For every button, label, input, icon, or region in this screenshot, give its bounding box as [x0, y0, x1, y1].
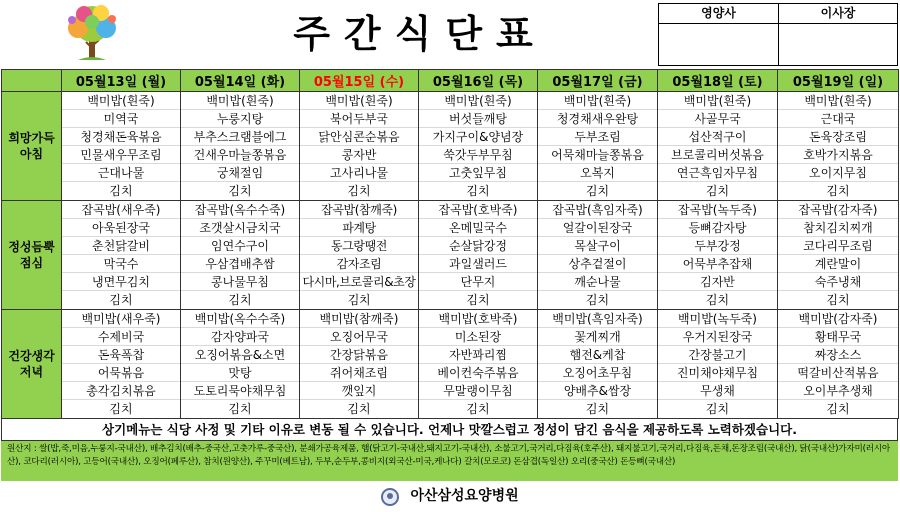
- menu-item: 섭산적구이: [658, 128, 777, 146]
- tree-logo-icon: [60, 2, 124, 64]
- menu-item: 햄전&케찹: [538, 346, 657, 364]
- menu-item: 파계탕: [300, 219, 418, 237]
- menu-item: 백미밥(흰죽): [181, 92, 299, 110]
- menu-item: 백미밥(흰죽): [658, 92, 777, 110]
- menu-item: 건새우마늘쫑볶음: [181, 146, 299, 164]
- menu-item: 잡곡밥(녹두죽): [658, 201, 777, 219]
- menu-cell: [538, 310, 658, 419]
- menu-item: 황태무국: [778, 328, 898, 346]
- hospital-name: 아산삼성요양병원: [410, 488, 519, 504]
- menu-item: 브로콜리버섯볶음: [658, 146, 777, 164]
- menu-cell: [181, 201, 300, 310]
- meal-label-line2: 점심: [19, 256, 44, 270]
- menu-item: 쥐어채조림: [300, 364, 418, 382]
- day-header: 05월18일 (토): [658, 70, 778, 92]
- menu-cell: [778, 201, 899, 310]
- menu-item: 상추겉절이: [538, 255, 657, 273]
- menu-item: 닭안심콘순볶음: [300, 128, 418, 146]
- menu-item: 잡곡밥(새우죽): [62, 201, 180, 219]
- menu-item: 김치: [705, 293, 730, 307]
- menu-cell: [300, 310, 419, 419]
- menu-item: 어묵볶음: [62, 364, 180, 382]
- menu-item: 백미밥(흰죽): [419, 92, 537, 110]
- menu-item: 백미밥(흰죽): [538, 92, 657, 110]
- menu-item: 등뼈감자탕: [658, 219, 777, 237]
- menu-item: 감자조림: [300, 255, 418, 273]
- menu-item: 백미밥(감자죽): [778, 310, 898, 328]
- menu-item: 어묵채마늘쫑볶음: [538, 146, 657, 164]
- day-header-row: [2, 70, 899, 92]
- menu-item: 깨순나물: [538, 273, 657, 291]
- menu-item: 백미밥(흑임자죽): [538, 310, 657, 328]
- menu-item: 콩자반: [300, 146, 418, 164]
- menu-cell: [181, 310, 300, 419]
- menu-item: 부추스크램블에그: [181, 128, 299, 146]
- menu-item: 총각김치볶음: [62, 382, 180, 400]
- menu-item: 베이컨숙주볶음: [419, 364, 537, 382]
- menu-item: 김치: [347, 293, 371, 307]
- menu-item: 짜장소스: [778, 346, 898, 364]
- menu-item: 두부강정: [658, 237, 777, 255]
- page-title: 주간식단표: [293, 12, 547, 56]
- menu-item: 자반꽈리찜: [419, 346, 537, 364]
- menu-item: 고사리나물: [300, 164, 418, 182]
- menu-item: 김치: [347, 184, 371, 198]
- menu-item: 수제비국: [62, 328, 180, 346]
- menu-cell: [778, 92, 899, 201]
- menu-item: 오복지: [538, 164, 657, 182]
- day-header: 05월14일 (화): [181, 70, 300, 92]
- meal-label-line1: 건강생각: [8, 349, 55, 363]
- menu-item: 오이지무침: [778, 164, 898, 182]
- menu-item: 김치: [585, 293, 610, 307]
- menu-item: 다시마,브로콜리&초장: [300, 273, 418, 291]
- menu-item: 김치: [347, 402, 371, 416]
- menu-item: 꽃게찌개: [538, 328, 657, 346]
- menu-item: 가지구이&양념장: [419, 128, 537, 146]
- menu-item: 조갯살시금치국: [181, 219, 299, 237]
- menu-item: 김치: [466, 184, 490, 198]
- menu-item: 우거지된장국: [658, 328, 777, 346]
- menu-item: 사골무국: [658, 110, 777, 128]
- menu-item: 감자양파국: [181, 328, 299, 346]
- meal-label-line1: 정성듬뿍: [8, 240, 55, 254]
- menu-item: 김치: [109, 293, 133, 307]
- menu-item: 김치: [826, 184, 850, 198]
- menu-item: 미역국: [62, 110, 180, 128]
- menu-item: 민물새우무조림: [62, 146, 180, 164]
- menu-item: 동그랑땡전: [300, 237, 418, 255]
- meal-row: [2, 310, 899, 419]
- menu-item: 무말랭이무침: [419, 382, 537, 400]
- day-header: 05월17일 (금): [538, 70, 658, 92]
- meal-label-line2: 아침: [19, 147, 44, 161]
- day-header: 05월16일 (목): [419, 70, 538, 92]
- menu-item: 돈육장조림: [778, 128, 898, 146]
- menu-item: 백미밥(흰죽): [300, 92, 418, 110]
- director-label: 이사장: [778, 4, 898, 24]
- menu-item: 백미밥(흰죽): [778, 92, 898, 110]
- menu-item: 김치: [466, 293, 490, 307]
- menu-item: 김치: [228, 184, 252, 198]
- menu-item: 백미밥(호박죽): [419, 310, 537, 328]
- menu-item: 김치: [705, 184, 730, 198]
- menu-item: 콩나물무침: [181, 273, 299, 291]
- menu-item: 잡곡밥(흑임자죽): [538, 201, 657, 219]
- menu-item: 숙주냉채: [778, 273, 898, 291]
- director-sign-cell: [778, 4, 898, 65]
- menu-item: 진미채야채무침: [658, 364, 777, 382]
- menu-item: 춘천닭갈비: [62, 237, 180, 255]
- day-header: 05월19일 (일): [778, 70, 899, 92]
- menu-item: 도토리묵야채무침: [181, 382, 299, 400]
- menu-item: 깻잎지: [300, 382, 418, 400]
- menu-item: 김치: [826, 293, 850, 307]
- menu-item: 김치: [466, 402, 490, 416]
- menu-item: 김치: [705, 402, 730, 416]
- menu-item: 온메밀국수: [419, 219, 537, 237]
- dietitian-sign-cell: [659, 4, 779, 65]
- menu-item: 과일샐러드: [419, 255, 537, 273]
- menu-item: 간장닭볶음: [300, 346, 418, 364]
- menu-item: 미소된장: [419, 328, 537, 346]
- menu-item: 백미밥(흰죽): [62, 92, 180, 110]
- menu-item: 백미밥(참깨죽): [300, 310, 418, 328]
- menu-item: 김치: [585, 184, 610, 198]
- menu-item: 냉면무김치: [62, 273, 180, 291]
- menu-cell: [538, 92, 658, 201]
- menu-item: 단무지: [419, 273, 537, 291]
- menu-item: 오징어무국: [300, 328, 418, 346]
- origin-info: 원산지 : 쌀(밥,죽,미음,누룽지-국내산), 배추김치(배추-중국산,고춧가루-중국산), 분쇄가공육제품, 햄(닭고기-국내산,돼지고기-국내산), 소불고기,국거리,다짐육(호주산), 돼지불고기,국거리,다짐육,돈채,돈장조림(국내산), 닭(국내산)가자미(러시아산), 코다리(러시아), 고등어(국내산), 오징어(페루산), 참치(원양산), 주꾸미(베트남), 두부,순두부,콩비지(외국산-미국,케나다) 갈치(모로코) 돈삼겹(독일산) 오리(중국산) 돈등뼈(국내산): [1, 441, 898, 481]
- menu-item: 김자반: [658, 273, 777, 291]
- menu-item: 청경채돈육볶음: [62, 128, 180, 146]
- meal-label-line1: 희망가득: [8, 131, 55, 145]
- menu-cell: [419, 92, 538, 201]
- menu-item: 순살닭강정: [419, 237, 537, 255]
- menu-item: 얼갈이된장국: [538, 219, 657, 237]
- menu-item: 북어두부국: [300, 110, 418, 128]
- menu-item: 김치: [228, 402, 252, 416]
- day-header-highlighted: 05월15일 (수): [300, 70, 419, 92]
- menu-item: 근대국: [778, 110, 898, 128]
- menu-item: 떡갈비산적볶음: [778, 364, 898, 382]
- menu-cell: [181, 92, 300, 201]
- menu-cell: [62, 310, 181, 419]
- menu-item: 김치: [109, 184, 133, 198]
- meal-row: [2, 201, 899, 310]
- menu-item: 잡곡밥(호박죽): [419, 201, 537, 219]
- menu-item: 김치: [826, 402, 850, 416]
- menu-item: 호박가지볶음: [778, 146, 898, 164]
- day-header: 05월13일 (월): [62, 70, 181, 92]
- meal-label: [2, 92, 62, 201]
- menu-item: 오징어초무침: [538, 364, 657, 382]
- menu-cell: [300, 201, 419, 310]
- menu-item: 궁채절임: [181, 164, 299, 182]
- menu-cell: [658, 201, 778, 310]
- meal-label-line2: 저녁: [19, 365, 44, 379]
- menu-cell: [538, 201, 658, 310]
- menu-item: 잡곡밥(참깨죽): [300, 201, 418, 219]
- menu-cell: [658, 310, 778, 419]
- menu-cell: [419, 310, 538, 419]
- menu-item: 근대나물: [62, 164, 180, 182]
- menu-item: 고춧잎무침: [419, 164, 537, 182]
- menu-item: 백미밥(옥수수죽): [181, 310, 299, 328]
- menu-cell: [419, 201, 538, 310]
- menu-item: 임연수구이: [181, 237, 299, 255]
- menu-item: 김치: [109, 402, 133, 416]
- menu-cell: [62, 201, 181, 310]
- menu-item: 백미밥(녹두죽): [658, 310, 777, 328]
- menu-item: 잡곡밥(감자죽): [778, 201, 898, 219]
- menu-item: 두부조림: [538, 128, 657, 146]
- menu-item: 맛탕: [181, 364, 299, 382]
- header: [0, 0, 900, 68]
- menu-item: 간장불고기: [658, 346, 777, 364]
- meal-row: [2, 92, 899, 201]
- menu-item: 양배추&쌈장: [538, 382, 657, 400]
- meal-label: [2, 310, 62, 419]
- menu-item: 오이부추생채: [778, 382, 898, 400]
- dietitian-label: 영양사: [659, 4, 778, 24]
- menu-item: 무생채: [658, 382, 777, 400]
- menu-item: 어묵부추잡채: [658, 255, 777, 273]
- menu-item: 우삼겹배추쌈: [181, 255, 299, 273]
- menu-item: 청경채새우완탕: [538, 110, 657, 128]
- footer: [0, 481, 900, 512]
- menu-item: 계란말이: [778, 255, 898, 273]
- menu-item: 참치김치찌개: [778, 219, 898, 237]
- weekly-menu-table: [1, 69, 899, 419]
- menu-cell: [62, 92, 181, 201]
- menu-item: 쑥갓두부무침: [419, 146, 537, 164]
- menu-item: 아욱된장국: [62, 219, 180, 237]
- menu-item: 코다리무조림: [778, 237, 898, 255]
- menu-cell: [778, 310, 899, 419]
- menu-item: 돈육폭찹: [62, 346, 180, 364]
- meal-label: [2, 201, 62, 310]
- menu-item: 막국수: [62, 255, 180, 273]
- menu-item: 백미밥(새우죽): [62, 310, 180, 328]
- corner-cell: [2, 70, 62, 92]
- menu-item: 연근흑임자무침: [658, 164, 777, 182]
- notice-text: 상기메뉴는 식당 사정 및 기타 이유로 변동 될 수 있습니다. 언제나 맛깔스럽고 정성이 담긴 음식을 제공하도록 노력하겠습니다.: [1, 419, 898, 441]
- menu-item: 김치: [585, 402, 610, 416]
- menu-item: 김치: [228, 293, 252, 307]
- menu-cell: [300, 92, 419, 201]
- hospital-emblem-icon: [381, 488, 399, 506]
- approval-box: [658, 3, 898, 66]
- menu-item: 누룽지탕: [181, 110, 299, 128]
- menu-item: 오징어볶음&소면: [181, 346, 299, 364]
- menu-item: 목살구이: [538, 237, 657, 255]
- menu-cell: [658, 92, 778, 201]
- menu-item: 버섯들깨탕: [419, 110, 537, 128]
- menu-item: 잡곡밥(옥수수죽): [181, 201, 299, 219]
